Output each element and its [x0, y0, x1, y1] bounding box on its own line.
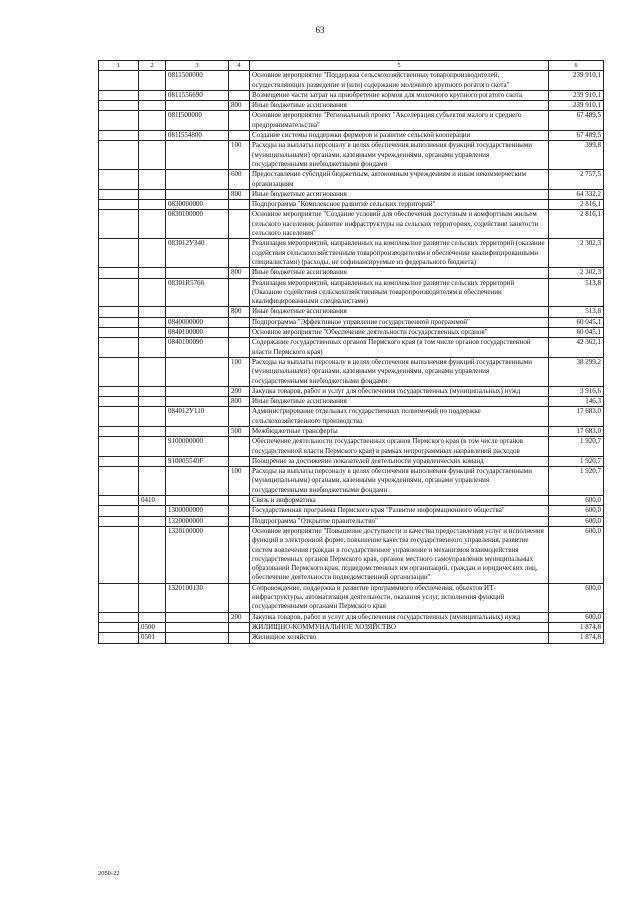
cell-target-code: 1320000000	[166, 516, 229, 526]
cell-section	[139, 516, 166, 526]
cell-section	[139, 307, 166, 317]
cell-target-code: 083012У340	[166, 239, 229, 268]
cell-amount: 399,8	[549, 141, 604, 170]
table-header-row	[99, 61, 604, 71]
cell-target-code	[166, 496, 229, 506]
cell-expense-type: 800	[229, 189, 250, 199]
cell-name: Администрирование отдельных государственных полномочий по поддержке сельскохозяйственного производства	[250, 407, 549, 427]
cell-name: Расходы на выплаты персоналу в целях обеспечения выполнения функций государственными (муниципальными) органами, казенными учреждениями, органами управления государственными внебюджетными фондами	[250, 467, 549, 496]
cell-amount: 42 362,1	[549, 338, 604, 358]
cell-expense-type	[229, 583, 250, 612]
cell-target-code: 1320100000	[166, 526, 229, 583]
cell-section	[139, 357, 166, 386]
cell-name: Сопровождение, поддержка и развитие программного обеспечения, объектов ИТ-инфраструктуры, автоматизация деятельности, оказания услуг, исполнения функций государственными органами Пермского края	[250, 583, 549, 612]
cell-col1	[99, 516, 139, 526]
cell-expense-type: 800	[229, 268, 250, 278]
table-row	[99, 131, 604, 141]
cell-expense-type	[229, 239, 250, 268]
cell-target-code	[166, 141, 229, 170]
cell-name: Содержание государственных органов Пермского края (в том числе органов государственной власти Пермского края)	[250, 338, 549, 358]
cell-col1	[99, 141, 139, 170]
cell-target-code	[166, 612, 229, 622]
cell-col1	[99, 239, 139, 268]
cell-expense-type	[229, 622, 250, 632]
cell-target-code	[166, 189, 229, 199]
cell-expense-type: 800	[229, 397, 250, 407]
cell-target-code: 08301R5766	[166, 278, 229, 307]
cell-name: Создание системы поддержки фермеров и развитие сельской кооперации	[250, 131, 549, 141]
cell-section	[139, 268, 166, 278]
cell-col1	[99, 407, 139, 427]
cell-amount: 239 910,1	[549, 101, 604, 111]
cell-section: 0500	[139, 622, 166, 632]
cell-target-code	[166, 386, 229, 396]
cell-expense-type: 100	[229, 141, 250, 170]
cell-col1	[99, 633, 139, 643]
cell-expense-type	[229, 496, 250, 506]
table-row	[99, 189, 604, 199]
cell-name: Иные бюджетные ассигнования	[250, 397, 549, 407]
cell-name: Подпрограмма "Эффективное управление государственной программой"	[250, 317, 549, 327]
cell-section	[139, 200, 166, 210]
cell-name: Иные бюджетные ассигнования	[250, 307, 549, 317]
cell-col1	[99, 612, 139, 622]
cell-section	[139, 170, 166, 190]
cell-expense-type	[229, 210, 250, 239]
cell-target-code: 081I500000	[166, 111, 229, 131]
cell-target-code	[166, 622, 229, 632]
table-row	[99, 317, 604, 327]
cell-target-code: 0811500000	[166, 71, 229, 91]
table-row	[99, 622, 604, 632]
cell-expense-type	[229, 506, 250, 516]
column-header: 3	[166, 61, 229, 71]
cell-col1	[99, 71, 139, 91]
cell-expense-type	[229, 111, 250, 131]
cell-amount: 1 874,8	[549, 633, 604, 643]
table-body	[99, 71, 604, 643]
cell-amount: 17 683,0	[549, 426, 604, 436]
cell-amount: 513,8	[549, 307, 604, 317]
column-header: 6	[549, 61, 604, 71]
cell-name: Закупка товаров, работ и услуг для обеспечения государственных (муниципальных) нужд	[250, 612, 549, 622]
cell-col1	[99, 210, 139, 239]
cell-section	[139, 506, 166, 516]
cell-section	[139, 131, 166, 141]
cell-col1	[99, 278, 139, 307]
cell-col1	[99, 338, 139, 358]
cell-target-code: 910005549F	[166, 456, 229, 466]
cell-target-code: 0811556690	[166, 90, 229, 100]
cell-expense-type: 500	[229, 426, 250, 436]
cell-col1	[99, 90, 139, 100]
table-row	[99, 101, 604, 111]
cell-amount: 239 910,1	[549, 71, 604, 91]
cell-section	[139, 101, 166, 111]
cell-target-code	[166, 467, 229, 496]
cell-name: Закупка товаров, работ и услуг для обеспечения государственных (муниципальных) нужд	[250, 386, 549, 396]
table-row	[99, 437, 604, 457]
cell-name: Подпрограмма "Комплексное развитие сельских территорий"	[250, 200, 549, 210]
page-number: 63	[315, 25, 325, 35]
cell-amount: 17 683,0	[549, 407, 604, 427]
cell-col1	[99, 386, 139, 396]
column-header: 5	[250, 61, 549, 71]
cell-target-code	[166, 426, 229, 436]
cell-col1	[99, 307, 139, 317]
table-row	[99, 397, 604, 407]
cell-expense-type	[229, 338, 250, 358]
cell-expense-type: 600	[229, 170, 250, 190]
cell-name: ЖИЛИЩНО-КОММУНАЛЬНОЕ ХОЗЯЙСТВО	[250, 622, 549, 632]
cell-target-code: 081I554800	[166, 131, 229, 141]
cell-section	[139, 526, 166, 583]
table-row	[99, 612, 604, 622]
cell-target-code: 0830000000	[166, 200, 229, 210]
cell-name: Возмещение части затрат на приобретение кормов для молочного крупного рогатого скота	[250, 90, 549, 100]
cell-expense-type	[229, 131, 250, 141]
cell-col1	[99, 200, 139, 210]
cell-section	[139, 141, 166, 170]
cell-amount: 600,0	[549, 496, 604, 506]
cell-section	[139, 111, 166, 131]
cell-expense-type	[229, 633, 250, 643]
cell-amount: 600,0	[549, 526, 604, 583]
cell-expense-type	[229, 526, 250, 583]
cell-amount: 146,3	[549, 397, 604, 407]
cell-col1	[99, 622, 139, 632]
cell-amount: 600,0	[549, 516, 604, 526]
cell-name: Поощрение за достижение показателей деятельности управленческих команд	[250, 456, 549, 466]
cell-name: Реализация мероприятий, направленных на комплексное развитие сельских территорий (Оказание содействия сельскохозяйственным товаропроизводителям в обеспечении квалифицированными специалистами)	[250, 278, 549, 307]
cell-target-code: 9100000000	[166, 437, 229, 457]
cell-target-code	[166, 357, 229, 386]
cell-target-code	[166, 307, 229, 317]
column-header: 1	[99, 61, 139, 71]
cell-amount: 513,8	[549, 278, 604, 307]
cell-amount: 60 045,1	[549, 328, 604, 338]
cell-section	[139, 426, 166, 436]
cell-section	[139, 456, 166, 466]
cell-section	[139, 467, 166, 496]
cell-section	[139, 71, 166, 91]
table-row	[99, 426, 604, 436]
cell-col1	[99, 496, 139, 506]
cell-name: Иные бюджетные ассигнования	[250, 268, 549, 278]
cell-section	[139, 437, 166, 457]
cell-expense-type: 200	[229, 386, 250, 396]
cell-name: Обеспечение деятельности государственных органов Пермского края (в том числе органов государственной власти Пермского края) в рамках непрограммных направлений расходов	[250, 437, 549, 457]
cell-name: Основное мероприятие "Повышение доступности и качества предоставления услуг и исполнения функций в электронной форме, повышение качества государственного управления, развитие систем вовлечения граждан в государственное управление и механизмов взаимодействия государственных органов Пермского края, органов местного самоуправления муниципальных образований Пермского края, подведомственных им организаций, граждан и юридических лиц, обеспечение деятельности подведомственной организации"	[250, 526, 549, 583]
cell-section	[139, 278, 166, 307]
cell-target-code: 1320100130	[166, 583, 229, 612]
cell-amount: 1 920,7	[549, 437, 604, 457]
table-row	[99, 210, 604, 239]
cell-col1	[99, 131, 139, 141]
cell-expense-type	[229, 437, 250, 457]
cell-target-code	[166, 101, 229, 111]
cell-target-code: 0840000000	[166, 317, 229, 327]
cell-section	[139, 386, 166, 396]
table-row	[99, 200, 604, 210]
cell-amount: 2 302,3	[549, 268, 604, 278]
cell-col1	[99, 317, 139, 327]
table-row	[99, 496, 604, 506]
table-row	[99, 278, 604, 307]
table-row	[99, 583, 604, 612]
cell-section: 0501	[139, 633, 166, 643]
cell-expense-type: 100	[229, 467, 250, 496]
cell-name: Расходы на выплаты персоналу в целях обеспечения выполнения функций государственными (муниципальными) органами, казенными учреждениями, органами управления государственными внебюджетными фондами	[250, 141, 549, 170]
cell-target-code: 0830100000	[166, 210, 229, 239]
table-row	[99, 141, 604, 170]
cell-expense-type: 800	[229, 101, 250, 111]
cell-expense-type	[229, 278, 250, 307]
cell-expense-type	[229, 90, 250, 100]
table-row	[99, 90, 604, 100]
cell-name: Предоставление субсидий бюджетным, автономным учреждениям и иным некоммерческим организациям	[250, 170, 549, 190]
cell-amount: 2 816,1	[549, 210, 604, 239]
table-row	[99, 170, 604, 190]
cell-col1	[99, 189, 139, 199]
cell-section	[139, 397, 166, 407]
cell-amount: 2 816,1	[549, 200, 604, 210]
cell-expense-type: 200	[229, 612, 250, 622]
cell-name: Иные бюджетные ассигнования	[250, 189, 549, 199]
table-row	[99, 328, 604, 338]
cell-col1	[99, 437, 139, 457]
table-row	[99, 71, 604, 91]
cell-col1	[99, 583, 139, 612]
cell-amount: 67 489,5	[549, 111, 604, 131]
cell-name: Основное мероприятие "Создание условий для обеспечения доступным и комфортным жильем сельского населения, развитие инфраструктуры на сельских территориях, содействие занятости сельского населения"	[250, 210, 549, 239]
cell-section	[139, 583, 166, 612]
cell-col1	[99, 357, 139, 386]
cell-target-code: 084012У110	[166, 407, 229, 427]
cell-name: Основное мероприятие "Обеспечение деятельности государственных органов"	[250, 328, 549, 338]
table-row	[99, 516, 604, 526]
cell-amount: 1 920,7	[549, 456, 604, 466]
cell-section	[139, 407, 166, 427]
cell-col1	[99, 101, 139, 111]
cell-name: Иные бюджетные ассигнования	[250, 101, 549, 111]
column-header: 2	[139, 61, 166, 71]
cell-col1	[99, 426, 139, 436]
cell-expense-type	[229, 516, 250, 526]
column-header: 4	[229, 61, 250, 71]
cell-expense-type: 100	[229, 357, 250, 386]
cell-amount: 2 757,5	[549, 170, 604, 190]
cell-expense-type	[229, 317, 250, 327]
table-row	[99, 407, 604, 427]
cell-section	[139, 239, 166, 268]
table-row	[99, 268, 604, 278]
cell-target-code	[166, 268, 229, 278]
table-row	[99, 456, 604, 466]
cell-section	[139, 189, 166, 199]
table-row	[99, 467, 604, 496]
table-row	[99, 526, 604, 583]
table-row	[99, 307, 604, 317]
cell-section	[139, 328, 166, 338]
document-code: 2050-22	[98, 870, 120, 877]
cell-name: Межбюджетные трансферты	[250, 426, 549, 436]
table-row	[99, 111, 604, 131]
cell-col1	[99, 506, 139, 516]
cell-name: Основное мероприятие "Региональный проект "Акселерация субъектов малого и среднего предпринимательства"	[250, 111, 549, 131]
cell-amount: 600,0	[549, 583, 604, 612]
cell-expense-type: 800	[229, 307, 250, 317]
cell-expense-type	[229, 200, 250, 210]
cell-section	[139, 90, 166, 100]
cell-amount: 1 874,8	[549, 622, 604, 632]
cell-amount: 64 332,2	[549, 189, 604, 199]
cell-name: Связь и информатика	[250, 496, 549, 506]
cell-col1	[99, 397, 139, 407]
cell-amount: 60 045,1	[549, 317, 604, 327]
cell-expense-type	[229, 71, 250, 91]
cell-amount: 239 910,1	[549, 90, 604, 100]
cell-col1	[99, 111, 139, 131]
cell-amount: 38 299,2	[549, 357, 604, 386]
cell-name: Жилищное хозяйство	[250, 633, 549, 643]
cell-target-code	[166, 397, 229, 407]
cell-expense-type	[229, 407, 250, 427]
cell-col1	[99, 170, 139, 190]
cell-name: Реализация мероприятий, направленных на комплексное развитие сельских территорий (оказание содействия сельскохозяйственным товаропроизводителям в обеспечении квалифицированными специалистами) (расходы, не софинансируемые из федерального бюджета)	[250, 239, 549, 268]
cell-col1	[99, 456, 139, 466]
table-row	[99, 386, 604, 396]
table-row	[99, 239, 604, 268]
cell-section	[139, 317, 166, 327]
table-row	[99, 338, 604, 358]
cell-target-code	[166, 170, 229, 190]
table-row	[99, 633, 604, 643]
table-row	[99, 357, 604, 386]
cell-section: 0410	[139, 496, 166, 506]
cell-expense-type	[229, 456, 250, 466]
cell-target-code: 0840100000	[166, 328, 229, 338]
cell-name: Основное мероприятие "Поддержка сельскохозяйственных товаропроизводителей, осуществляющих разведение и (или) содержание молочного крупного рогатого скота"	[250, 71, 549, 91]
cell-section	[139, 338, 166, 358]
table-row	[99, 506, 604, 516]
cell-target-code	[166, 633, 229, 643]
cell-amount: 3 916,6	[549, 386, 604, 396]
cell-amount: 600,0	[549, 612, 604, 622]
cell-col1	[99, 328, 139, 338]
cell-name: Подпрограмма "Открытое правительство"	[250, 516, 549, 526]
cell-amount: 600,0	[549, 506, 604, 516]
cell-target-code: 0840100090	[166, 338, 229, 358]
cell-amount: 1 920,7	[549, 467, 604, 496]
cell-name: Расходы на выплаты персоналу в целях обеспечения выполнения функций государственными (муниципальными) органами, казенными учреждениями, органами управления государственными внебюджетными фондами	[250, 357, 549, 386]
budget-table	[98, 60, 604, 644]
cell-amount: 67 489,5	[549, 131, 604, 141]
cell-name: Государственная программа Пермского края "Развитие информационного общества"	[250, 506, 549, 516]
cell-target-code: 1300000000	[166, 506, 229, 516]
cell-col1	[99, 526, 139, 583]
cell-col1	[99, 268, 139, 278]
cell-col1	[99, 467, 139, 496]
cell-section	[139, 210, 166, 239]
cell-section	[139, 612, 166, 622]
cell-amount: 2 302,3	[549, 239, 604, 268]
cell-expense-type	[229, 328, 250, 338]
